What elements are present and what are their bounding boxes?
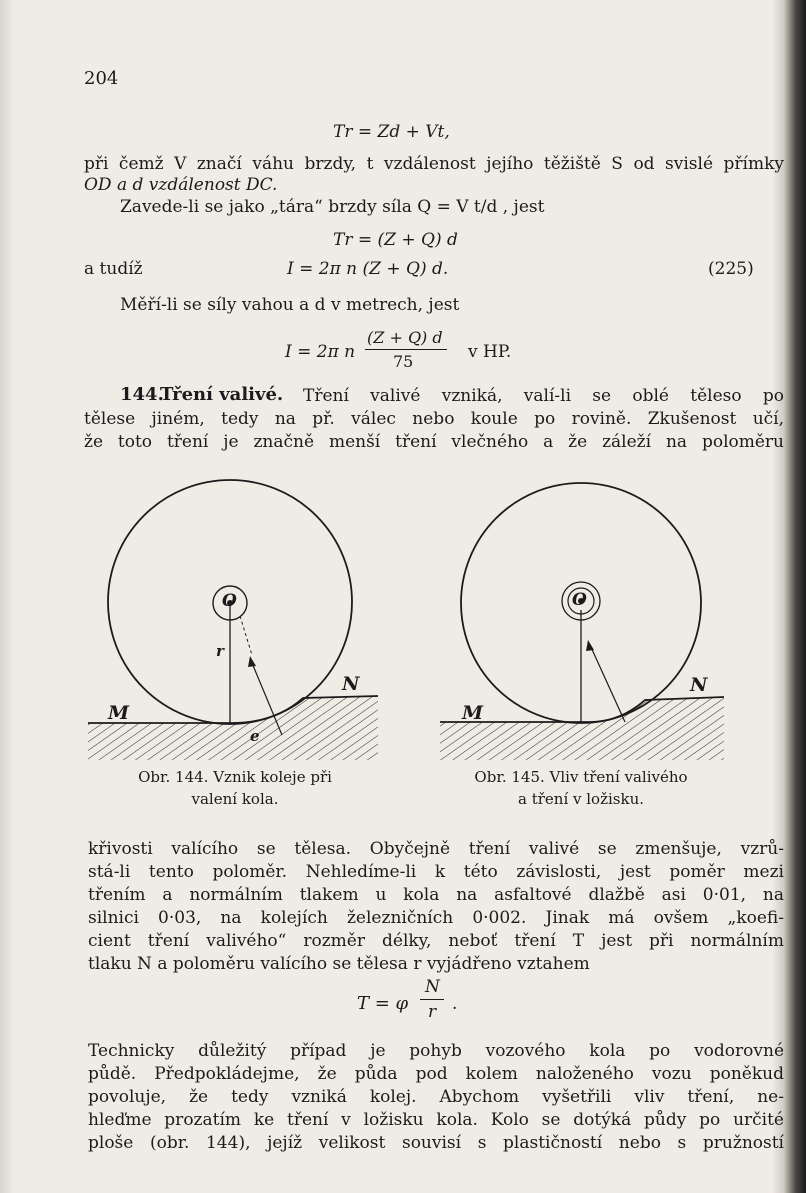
paragraph-line: při čemž V značí váhu brzdy, t vzdálenost jejího těžiště S od svislé přímky (84, 154, 784, 174)
paragraph-line: silnici 0·03, na kolejích železničních 0·002. Jinak má ovšem „koefi- (88, 908, 784, 928)
fig144-label-m: M (108, 702, 130, 724)
text-a-tudiz: a tudíž (84, 259, 143, 279)
arrow-head (586, 640, 594, 651)
fig144-label-r: r (216, 642, 224, 660)
equation-hp-left: I = 2π n (285, 342, 356, 362)
paragraph-line: hleďme prozatím ke tření v ložisku kola. Kolo se dotýká půdy po určité (88, 1110, 784, 1130)
fig145-label-n: N (690, 674, 708, 696)
fig145-label-m: M (462, 702, 484, 724)
force-line-dashed (240, 616, 252, 655)
paragraph-line: tlaku N a poloměru valícího se tělesa r vyjádřeno vztahem (88, 954, 590, 974)
fig144-caption-line2: valení kola. (191, 790, 279, 808)
ground-hatching (88, 696, 378, 760)
paragraph-line: cient tření valivého“ rozměr délky, neboť tření T jest při normálním (88, 931, 784, 951)
fraction-bar (420, 999, 444, 1000)
equation-hp-unit: v HP. (468, 342, 512, 362)
reaction-arrow (590, 645, 625, 722)
fig144-caption-line1: Obr. 144. Vznik koleje při (138, 768, 332, 786)
equation-i: I = 2π n (Z + Q) d. (287, 259, 449, 279)
paragraph-line: tělese jiném, tedy na př. válec nebo koule po rovině. Zkušenost učí, (84, 409, 784, 429)
equation-number: (225) (708, 259, 754, 279)
paragraph-line: že toto tření je značně menší tření vlečného a že záleží na poloměru (84, 432, 784, 452)
section-number: 144. (120, 384, 164, 405)
equation-hp-denominator: 75 (393, 352, 414, 371)
page-number: 204 (84, 68, 119, 89)
equation-t-numerator: N (425, 977, 440, 997)
equation-t-denominator: r (428, 1002, 437, 1022)
figure-144 (88, 480, 378, 760)
paragraph-line: OD a d vzdálenost DC. (84, 175, 278, 195)
fig144-label-e: e (250, 727, 260, 745)
fig144-label-n: N (342, 673, 360, 695)
paragraph-line: povoluje, že tedy vzniká kolej. Abychom vyšetřili vliv tření, ne- (88, 1087, 784, 1107)
fig145-label-o: O (572, 590, 587, 610)
equation-t-left: T = φ (357, 993, 409, 1014)
equation-t-end: . (452, 994, 458, 1014)
paragraph-line: ploše (obr. 144), jejíž velikost souvisí s plastičností nebo s pružností (88, 1133, 784, 1153)
equation-hp-numerator: (Z + Q) d (367, 328, 443, 347)
fig144-label-o: O (222, 591, 237, 611)
paragraph-line: stá-li tento poloměr. Nehledíme-li k této závislosti, jest poměr mezi (88, 862, 784, 882)
fig145-caption-line2: a tření v ložisku. (518, 790, 644, 808)
paragraph-line: Tření valivé vzniká, valí-li se oblé těleso po (303, 386, 784, 406)
equation-tr-zd: Tr = Zd + Vt, (333, 122, 450, 142)
paragraph-line: třením a normálním tlakem u kola na asfaltové dlažbě asi 0·01, na (88, 885, 784, 905)
paragraph-line: Měří-li se síly vahou a d v metrech, jest (120, 295, 460, 315)
paragraph-line: Technicky důležitý případ je pohyb vozového kola po vodorovné (88, 1041, 784, 1061)
paragraph-line: křivosti valícího se tělesa. Obyčejně tření valivé se zmenšuje, vzrů- (88, 839, 784, 859)
equation-tr-zq: Tr = (Z + Q) d (333, 230, 458, 250)
paragraph-line: Zavede-li se jako „tára“ brzdy síla Q = V t/d , jest (120, 197, 545, 217)
fig145-caption-line1: Obr. 145. Vliv tření valivého (474, 768, 688, 786)
paragraph-line: půdě. Předpokládejme, že půda pod kolem naloženého vozu poněkud (88, 1064, 784, 1084)
section-title: Tření valivé. (160, 384, 284, 405)
arrow-head (248, 656, 256, 667)
